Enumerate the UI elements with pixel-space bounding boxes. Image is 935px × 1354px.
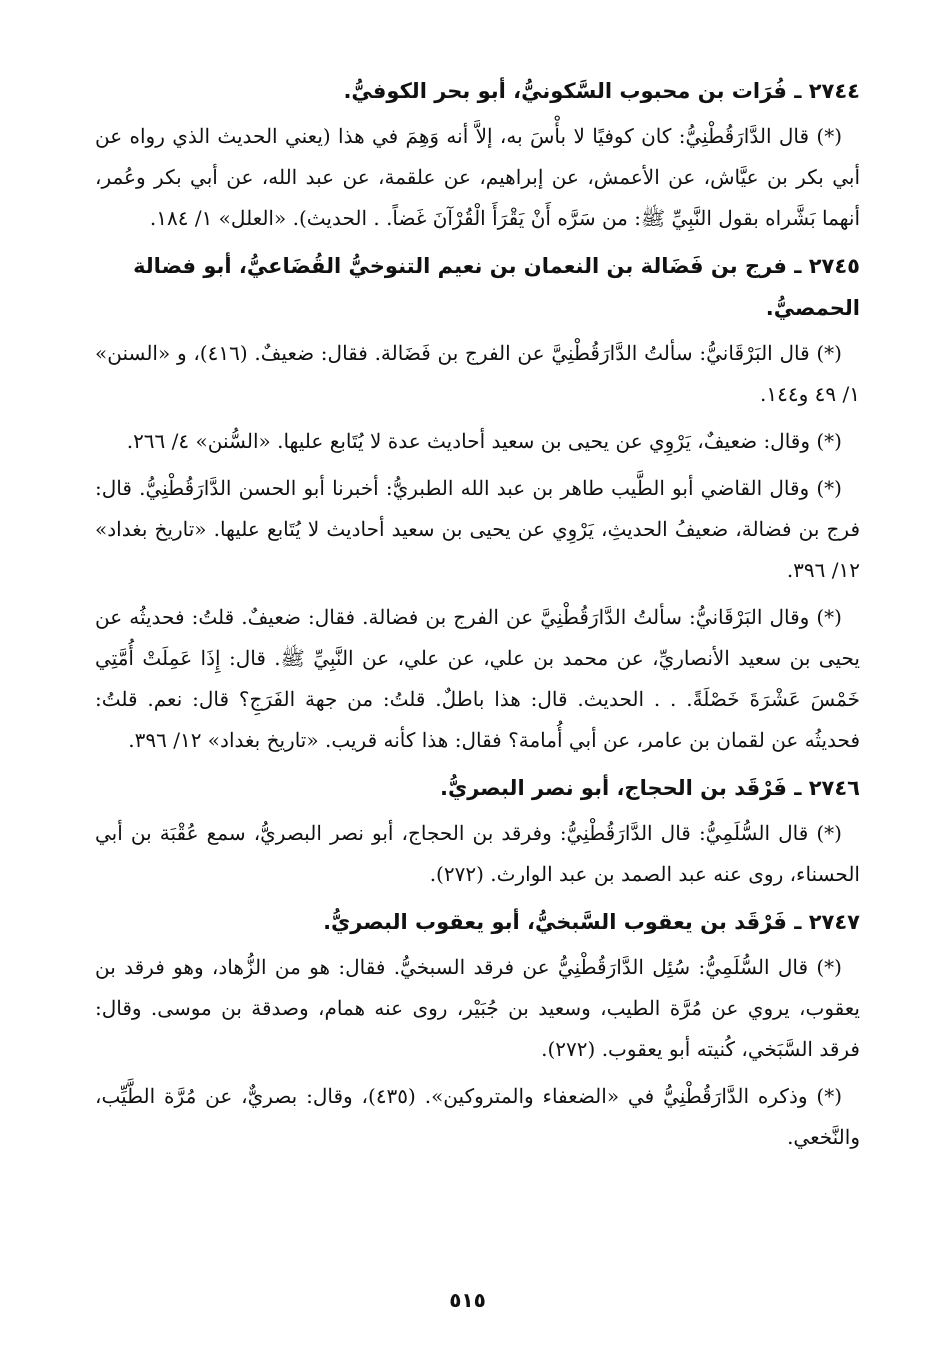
entry [95, 70, 860, 239]
entry-paragraph: (*) وذكره الدَّارَقُطْنِيُّ في «الضعفاء والمتروكين». (٤٣٥)، وقال: بصريٌّ، عن مُرَّة الطَّيِّب، والنَّخعي. [95, 1084, 860, 1149]
entry-paragraph: (*) قال الدَّارَقُطْنِيُّ: كان كوفيًا لا بأْسَ به، إلاَّ أنه وَهِمَ في هذا (يعني الحديث الذي رواه عن أبي بكر بن عيَّاش، عن الأعمش، عن إبراهيم، عن علقمة، عن عبد الله، عن أبي بكر وعُمر، أنهما بَشَّراه بقول النَّبِيِّ ﷺ: من سَرَّه أَنْ يَقْرَأَ الْقُرْآنَ غَضاً. . الحديث). «العلل» ١/ ١٨٤. [95, 124, 860, 230]
page-body [95, 70, 860, 1164]
entry-paragraph: (*) وقال البَرْقَانيُّ: سألتُ الدَّارَقُطْنِيَّ عن الفرج بن فضالة. فقال: ضعيفٌ. قلتُ: فحديثُه عن يحيى بن سعيد الأنصاريِّ، عن محمد بن علي، عن علي، عن النَّبِيِّ ﷺ. قال: إِذَا عَمِلَتْ أُمَّتِي خَمْسَ عَشْرَةَ خَصْلَةً. . . الحديث. قال: هذا باطلٌ. قلتُ: من جهة الفَرَجِ؟ قال: نعم. قلتُ: فحديثُه عن لقمان بن عامر، عن أبي أُمامة؟ فقال: هذا كأنه قريب. «تاريخ بغداد» ١٢/ ٣٩٦. [95, 605, 860, 752]
entry-paragraph: (*) قال السُّلَمِيُّ: قال الدَّارَقُطْنِيُّ: وفرقد بن الحجاج، أبو نصر البصريُّ، سمع عُقْبَة بن أبي الحسناء، روى عنه عبد الصمد بن عبد الوارث. (٢٧٢). [95, 821, 860, 886]
entry [95, 767, 860, 895]
entry-heading: ٢٧٤٧ ـ فَرْقَد بن يعقوب السَّبخيُّ، أبو يعقوب البصريُّ. [323, 910, 860, 934]
entry-paragraph: (*) وقال: ضعيفٌ، يَرْوِي عن يحيى بن سعيد أحاديث عدة لا يُتَابع عليها. «السُّنن» ٤/ ٢٦٦. [126, 429, 842, 453]
entry-paragraph: (*) وقال القاضي أبو الطَّيب طاهر بن عبد الله الطبريُّ: أخبرنا أبو الحسن الدَّارَقُطْنِيُّ. قال: فرج بن فضالة، ضعيفُ الحديثِ، يَرْوِي عن يحيى بن سعيد أحاديث لا يُتَابع عليها. «تاريخ بغداد» ١٢/ ٣٩٦. [95, 476, 860, 582]
entry-heading: ٢٧٤٦ ـ فَرْقَد بن الحجاج، أبو نصر البصريُّ. [440, 776, 860, 800]
page-number: ٥١٥ [449, 1288, 486, 1312]
entry-paragraph: (*) قال البَرْقَانيُّ: سألتُ الدَّارَقُطْنِيَّ عن الفرج بن فَضَالة. فقال: ضعيفٌ. (٤١٦)، و «السنن» ١/ ٤٩ و١٤٤. [95, 341, 860, 406]
entry [95, 901, 860, 1158]
entry-heading: ٢٧٤٥ ـ فرج بن فَضَالة بن النعمان بن نعيم التنوخيُّ القُضَاعيُّ، أبو فضالة الحمصيُّ. [133, 254, 860, 320]
entry [95, 245, 860, 761]
entry-paragraph: (*) قال السُّلَمِيُّ: سُئِل الدَّارَقُطْنِيُّ عن فرقد السبخيُّ. فقال: هو من الزُّهاد، وهو فرقد بن يعقوب، يروي عن مُرَّة الطيب، وسعيد بن جُبَيْر، روى عنه همام، وصدقة بن موسى. وقال: فرقد السَّبَخي، كُنيته أبو يعقوب. (٢٧٢). [95, 955, 860, 1061]
entry-heading: ٢٧٤٤ ـ فُرَات بن محبوب السَّكونيُّ، أبو بحر الكوفيُّ. [343, 79, 860, 103]
